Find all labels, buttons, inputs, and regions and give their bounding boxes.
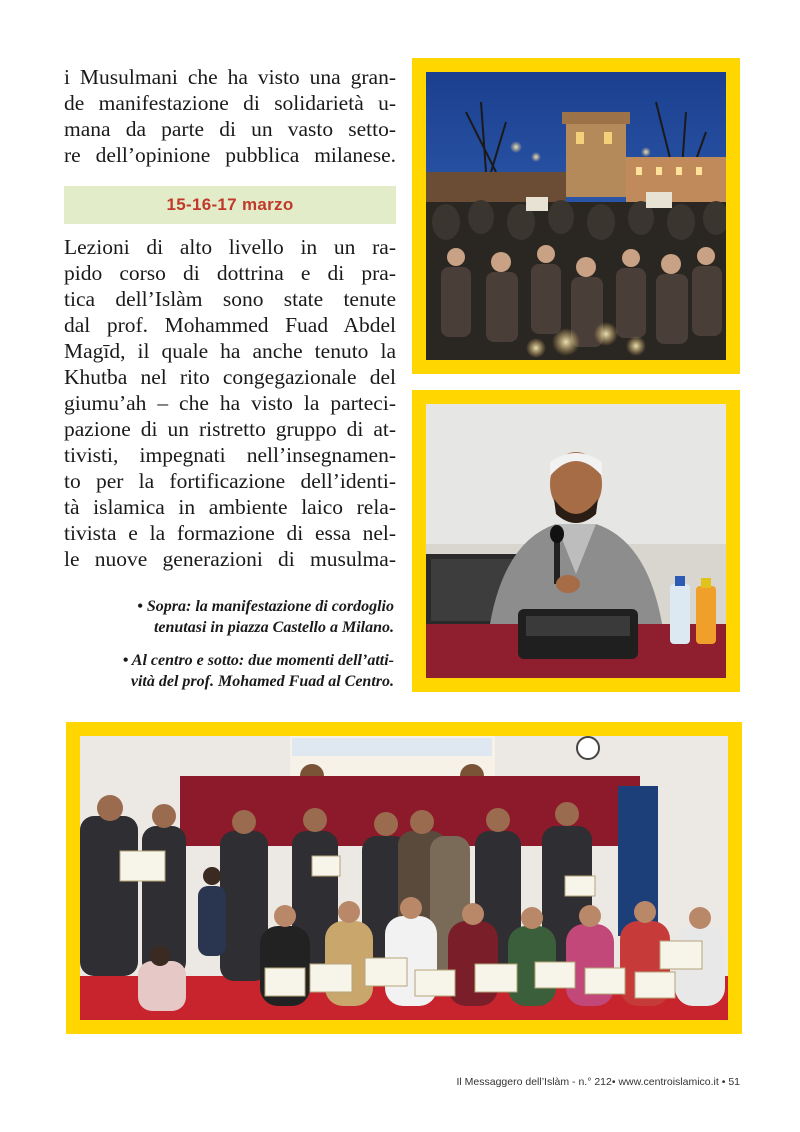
body-line: le nuove generazioni di musulma- bbox=[64, 547, 396, 571]
body-line: to per la fortificazione dell’identi- bbox=[64, 469, 396, 493]
photo-lecturer bbox=[426, 404, 726, 678]
page-footer: Il Messaggero dell’Islàm - n.° 212• www.centroislamico.it • 51 bbox=[456, 1076, 740, 1088]
intro-paragraph bbox=[64, 64, 396, 168]
intro-line: mana da parte di un vasto setto- bbox=[64, 117, 396, 141]
body-line: Lezioni di alto livello in un ra- bbox=[64, 235, 396, 259]
body-line: tica dell’Islàm sono state tenute bbox=[64, 287, 396, 311]
body-line: tivista e la formazione di essa nel- bbox=[64, 521, 396, 545]
photo-frame-lecture bbox=[412, 390, 740, 692]
photo-certificate-ceremony bbox=[80, 736, 728, 1020]
intro-line: i Musulmani che ha visto una gran- bbox=[64, 65, 396, 89]
body-line: pido corso di dottrina e di pra- bbox=[64, 261, 396, 285]
intro-line: re dell’opinione pubblica milanese. bbox=[64, 143, 396, 167]
body-line: pazione di un ristretto gruppo di at- bbox=[64, 417, 396, 441]
body-paragraph bbox=[64, 234, 396, 572]
caption-middle-bottom-photos bbox=[64, 650, 394, 692]
body-line: Khutba nel rito congegazionale del bbox=[64, 365, 396, 389]
photo-frame-group bbox=[66, 722, 742, 1034]
body-line: tà islamica in ambiente laico rela- bbox=[64, 495, 396, 519]
intro-line: de manifestazione di solidarietà u- bbox=[64, 91, 396, 115]
photo-vigil-castello bbox=[426, 72, 726, 360]
date-heading-box bbox=[64, 186, 396, 224]
caption-top-photo bbox=[64, 596, 394, 638]
caption-line: • Sopra: la manifestazione di cordoglio bbox=[137, 598, 394, 615]
body-line: giumu’ah – che ha visto la parteci- bbox=[64, 391, 396, 415]
photo-frame-vigil bbox=[412, 58, 740, 374]
date-heading: 15-16-17 marzo bbox=[166, 195, 294, 214]
caption-line: • Al centro e sotto: due momenti dell’atti- bbox=[122, 652, 394, 669]
body-line: dal prof. Mohammed Fuad Abdel bbox=[64, 313, 396, 337]
body-line: tivisti, impegnati nell’insegnamen- bbox=[64, 443, 396, 467]
photo-captions bbox=[64, 596, 394, 704]
body-line: Magīd, il quale ha anche tenuto la bbox=[64, 339, 396, 363]
caption-line: vità del prof. Mohamed Fuad al Centro. bbox=[130, 673, 394, 690]
caption-line: tenutasi in piazza Castello a Milano. bbox=[153, 619, 394, 636]
